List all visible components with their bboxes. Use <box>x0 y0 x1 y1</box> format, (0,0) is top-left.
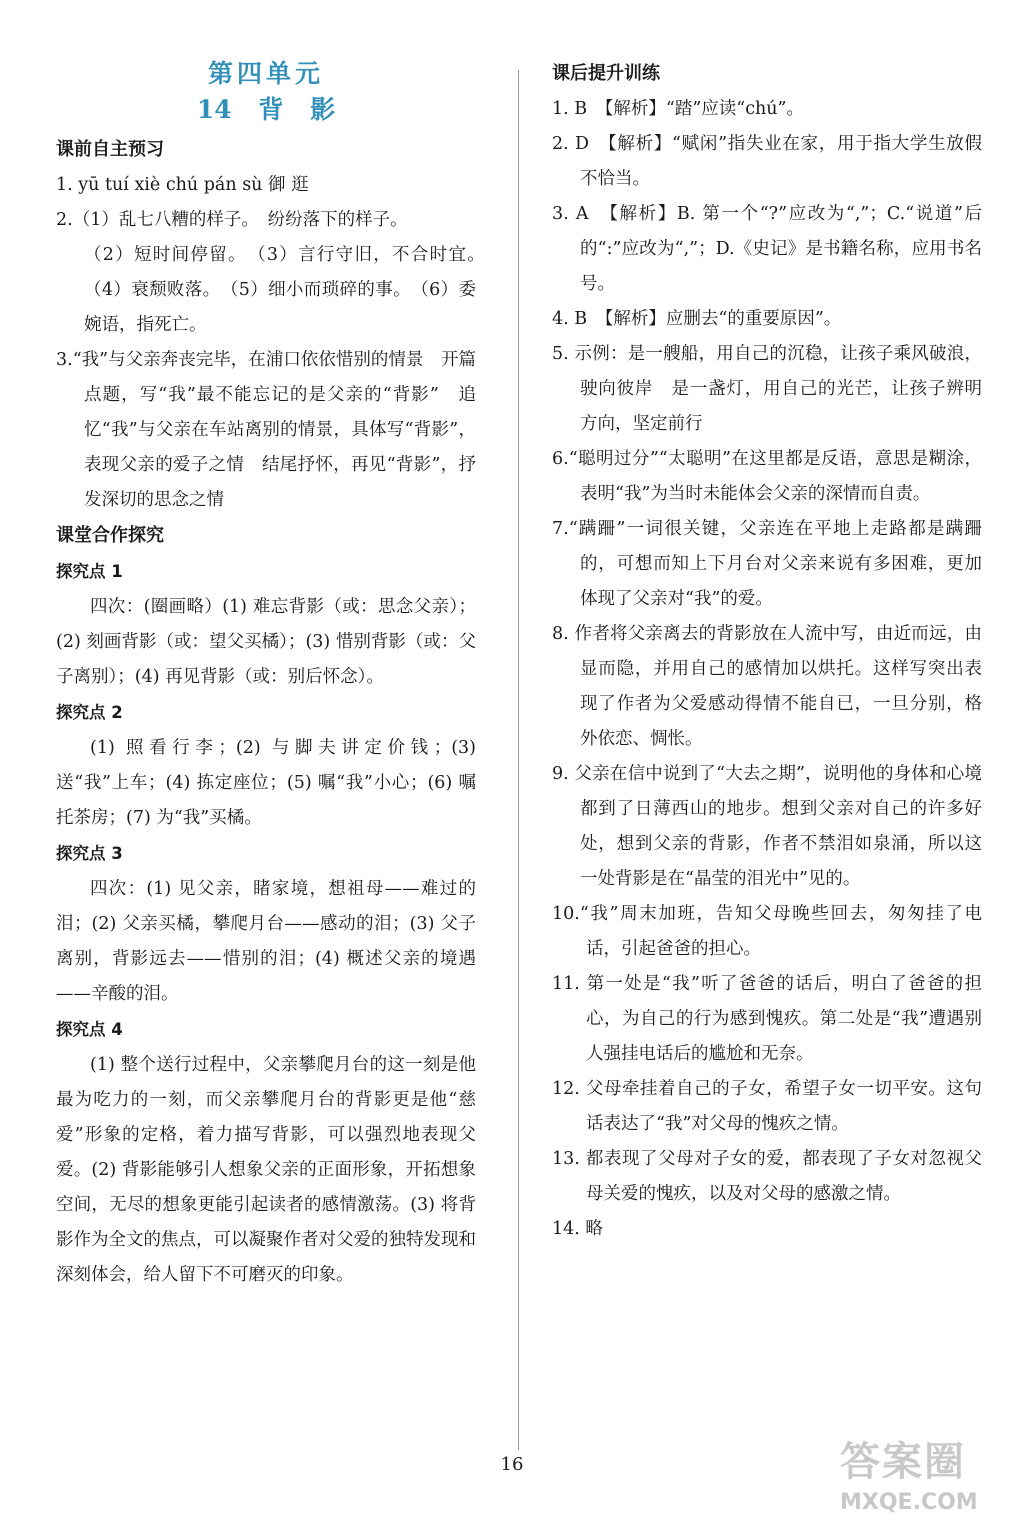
watermark-logo <box>840 1436 1000 1526</box>
section-heading-explore: 课堂合作探究 <box>56 525 164 546</box>
explore-point-text-1: 四次：(圈画略）(1) 难忘背影（或：思念父亲）；(2) 刻画背影（或：望父买橘）；(3) 惜别背影（或：父子离别）；(4) 再见背影（或：别后怀念）。 <box>56 597 476 687</box>
preview-item-3: 3.“我”与父亲奔丧完毕，在浦口依依惜别的情景 开篇点题，写“我”最不能忘记的是父亲的“背影” 追忆“我”与父亲在车站离别的情景，具体写“背影”，表现父亲的爱子之情 结尾抒怀，再见“背影”，抒发深切的思念之情 <box>56 350 476 510</box>
watermark-site-text: MXQE.COM <box>840 1490 978 1515</box>
column-divider <box>518 70 519 1450</box>
training-item-4: 4. B 【解析】应删去“的重要原因”。 <box>552 309 842 329</box>
explore-point-text-3: 四次：(1) 见父亲，睹家境，想祖母——难过的泪；(2) 父亲买橘，攀爬月台——感动的泪；(3) 父子离别，背影远去——惜别的泪；(4) 概述父亲的境遇——辛酸的泪。 <box>56 879 476 1004</box>
training-item-5: 5. 示例：是一艘船，用自己的沉稳，让孩子乘风破浪，驶向彼岸 是一盏灯，用自己的光芒，让孩子辨明方向，坚定前行 <box>552 344 982 434</box>
explore-point-text-2: (1) 照看行李；(2) 与脚夫讲定价钱；(3) 送“我”上车；(4) 拣定座位；(5) 嘱“我”小心；(6) 嘱托茶房；(7) 为“我”买橘。 <box>56 738 476 828</box>
training-item-12: 12. 父母牵挂着自己的子女，希望子女一切平安。这句话表达了“我”对父母的愧疚之情。 <box>552 1079 982 1134</box>
training-item-10: 10.“我”周末加班，告知父母晚些回去，匆匆挂了电话，引起爸爸的担心。 <box>552 904 982 959</box>
page-number: 16 <box>500 1454 524 1475</box>
training-item-1: 1. B 【解析】“踏”应读“chú”。 <box>552 99 804 119</box>
preview-item-1: 1. yū tuí xiè chú pán sù 御 逛 <box>56 175 309 195</box>
watermark-logo-text: 答案圈 <box>840 1439 966 1485</box>
section-heading-training: 课后提升训练 <box>552 63 660 84</box>
training-item-3: 3. A 【解析】B. 第一个“?”应改为“,”；C.“说道”后的“:”应改为“,”；D.《史记》是书籍名称，应用书名号。 <box>552 204 982 294</box>
training-item-8: 8. 作者将父亲离去的背影放在人流中写，由近而远，由显而隐，并用自己的感情加以烘托。这样写突出表现了作者为父爱感动得情不能自已，一旦分别，格外依恋、惆怅。 <box>552 624 982 749</box>
preview-item-2: 2.（1）乱七八糟的样子。 纷纷落下的样子。 <box>56 210 408 230</box>
explore-point-label-3: 探究点 3 <box>56 844 123 863</box>
preview-item-2-continued: （2）短时间停留。 （3）言行守旧，不合时宜。 （4）衰颓败落。 （5）细小而琐碎的事。 （6）委婉语，指死亡。 <box>84 245 494 335</box>
right-column <box>552 56 982 1247</box>
explore-point-label-2: 探究点 2 <box>56 703 123 722</box>
section-heading-preview: 课前自主预习 <box>56 139 164 160</box>
lesson-title: 14 背 影 <box>196 95 336 124</box>
training-item-9: 9. 父亲在信中说到了“大去之期”，说明他的身体和心境都到了日薄西山的地步。想到父亲对自己的许多好处，想到父亲的背影，作者不禁泪如泉涌，所以这一处背影是在“晶莹的泪光中”见的。 <box>552 764 982 889</box>
training-item-11: 11. 第一处是“我”听了爸爸的话后，明白了爸爸的担心，为自己的行为感到愧疚。第二处是“我”遭遇别人强挂电话后的尴尬和无奈。 <box>552 974 982 1064</box>
explore-point-label-4: 探究点 4 <box>56 1020 123 1039</box>
unit-title: 第四单元 <box>207 59 324 88</box>
training-item-14: 14. 略 <box>552 1219 603 1239</box>
training-item-7: 7.“蹒跚”一词很关键，父亲连在平地上走路都是蹒跚的，可想而知上下月台对父亲来说有多困难，更加体现了父亲对“我”的爱。 <box>552 519 982 609</box>
left-column <box>56 56 494 1293</box>
explore-point-label-1: 探究点 1 <box>56 562 123 581</box>
training-item-13: 13. 都表现了父母对子女的爱，都表现了子女对忽视父母关爱的愧疚，以及对父母的感激之情。 <box>552 1149 982 1204</box>
training-item-6: 6.“聪明过分”“太聪明”在这里都是反语，意思是糊涂，表明“我”为当时未能体会父亲的深情而自责。 <box>552 449 982 504</box>
explore-point-text-4: (1) 整个送行过程中，父亲攀爬月台的这一刻是他最为吃力的一刻，而父亲攀爬月台的背影更是他“慈爱”形象的定格，着力描写背影，可以强烈地表现父爱。(2) 背影能够引人想象父亲的正面形象，开拓想象空间，无尽的想象更能引起读者的感情激荡。(3) 将背影作为全文的焦点，可以凝聚作者对父爱的独特发现和深刻体会，给人留下不可磨灭的印象。 <box>56 1055 476 1285</box>
training-item-2: 2. D 【解析】“赋闲”指失业在家，用于指大学生放假不恰当。 <box>552 134 982 189</box>
